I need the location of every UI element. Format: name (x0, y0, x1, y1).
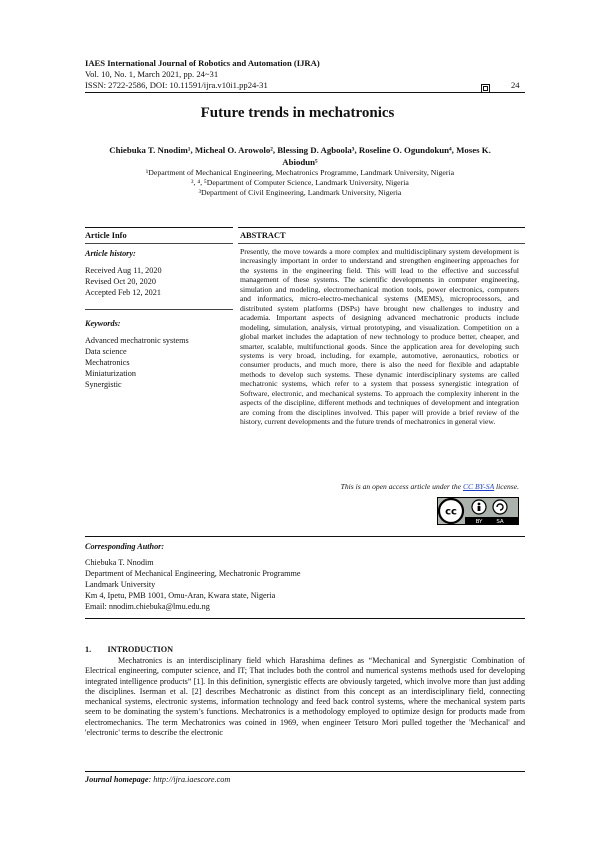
affiliation-2: ², ⁴, ⁵Department of Computer Science, Landmark University, Nigeria (191, 178, 409, 187)
introduction-text: Mechatronics is an interdisciplinary field which Harashima defines as “Mechanical and Synergistic Combination of Electrical engineering, computer science, and IT; That includes both the control and numerical systems methods used for developing integrated intelligence products” [1]. In this definition, synergistic effects are obviously targeted, which involve more than just adding the disciplines. Iserman et al. [2] describes Mechatronic as distinct from this concept as an interdisciplinary field, connecting mechanical systems, electronic systems, information technology and feed back control systems, where the mechanical system parts seem to be dominating the system’s functions. Mechatronics is a methodology employed to optimize design for products made from electromechanics. The term Mechatronics was coined in 1969, when engineer Tetsuro Mori pulled together the 'Mechanical' and 'electronic' terms to describe the electronic (85, 656, 525, 738)
keyword-item: Miniaturization (85, 369, 136, 378)
authors-line-1: Chiebuka T. Nnodim¹, Micheal O. Arowolo², Blessing D. Agboola³, Roseline O. Ogundokun⁴, Moses K. (109, 145, 491, 155)
introduction-heading: 1. INTRODUCTION (85, 645, 174, 654)
abstract-heading: ABSTRACT (240, 231, 286, 240)
license-suffix: license. (494, 482, 519, 491)
print-icon[interactable] (481, 80, 490, 89)
journal-name: IAES International Journal of Robotics and Automation (IJRA) (85, 58, 320, 68)
sa-label: SA (496, 519, 504, 525)
issn-doi: ISSN: 2722-2586, DOI: 10.11591/ijra.v10i1.pp24-31 (85, 80, 268, 90)
affiliation-3: ³Department of Civil Engineering, Landmark University, Nigeria (198, 188, 402, 197)
corresponding-address: Km 4, Ipetu, PMB 1001, Omu-Aran, Kwara state, Nigeria (85, 591, 276, 600)
authors-line-2: Abiodun⁵ (282, 156, 318, 167)
by-label: BY (475, 519, 483, 525)
authors (100, 145, 500, 168)
revised-date: Revised Oct 20, 2020 (85, 277, 156, 286)
keyword-item: Synergistic (85, 380, 122, 389)
volume-info: Vol. 10, No. 1, March 2021, pp. 24~31 (85, 69, 219, 79)
received-date: Received Aug 11, 2020 (85, 266, 162, 275)
homepage-label: Journal homepage (85, 775, 149, 784)
sa-icon (493, 500, 507, 514)
article-info-heading: Article Info (85, 231, 127, 240)
corresponding-label: Corresponding Author: (85, 542, 165, 551)
keywords-label: Keywords: (85, 319, 121, 328)
cc-license-badge[interactable] (437, 497, 519, 525)
license-prefix: This is an open access article under the (340, 482, 463, 491)
history-label: Article history: (85, 249, 136, 258)
corresponding-name: Chiebuka T. Nnodim (85, 558, 154, 567)
keyword-item: Mechatronics (85, 358, 130, 367)
page-number: 24 (511, 80, 520, 90)
journal-homepage (85, 775, 230, 784)
affiliation-1: ¹Department of Mechanical Engineering, Mechatronics Programme, Landmark University, Nigeria (145, 168, 455, 177)
corresponding-uni: Landmark University (85, 580, 156, 589)
keyword-item: Data science (85, 347, 127, 356)
abstract-text: Presently, the move towards a more complex and multidisciplinary system development is increasingly important in order to understand and strengthen engineering approaches for the systems in the engineering field. This will lead to the effective and successful management of these systems. The scientific developments in computer engineering, simulation and modeling, electromechanical motion tools, power electronics, computers and informatics, micro-electro-mechanical systems (MEMS), microprocessors, and distributed system platforms (DSPs) have brought new challenges to industry and academia. Important aspects of designing advanced mechatronic products include modeling, simulation, analysis, virtual prototyping, and visualization. Competition on a global market includes the adaptation of new technology to produce better, cheaper, and smarter, scalable, multifunctional goods. Since the application area for developing such systems is very broad, including, for example, automotive, aeronautics, robotics or consumer products, and much more, there is also the need for flexible and adaptable methods to develop such systems. These dynamic interdisciplinary systems are called mechatronic systems, which refer to a system that possess synergistic integration of Software, electronic, and mechanical systems. To approach the complexity inherent in the aspects of the discipline, different methods and techniques of development and integration are coming from the disciplines involved. This paper will provide a brief review of the history, current developments and the future trends of mechatronics in general view. (240, 247, 519, 427)
corresponding-dept: Department of Mechanical Engineering, Mechatronic Programme (85, 569, 301, 578)
cc-badge-graphic (437, 497, 519, 525)
cc-label: cc (445, 506, 457, 518)
corresponding-email[interactable]: Email: nnodim.chiebuka@lmu.edu.ng (85, 602, 210, 611)
keyword-item: Advanced mechatronic systems (85, 336, 189, 345)
cc-by-sa-link[interactable]: CC BY-SA (462, 482, 495, 491)
paper-title: Future trends in mechatronics (200, 105, 395, 121)
license-note (341, 482, 519, 491)
accepted-date: Accepted Feb 12, 2021 (85, 288, 161, 297)
homepage-url[interactable]: : http://ijra.iaescore.com (148, 775, 231, 784)
